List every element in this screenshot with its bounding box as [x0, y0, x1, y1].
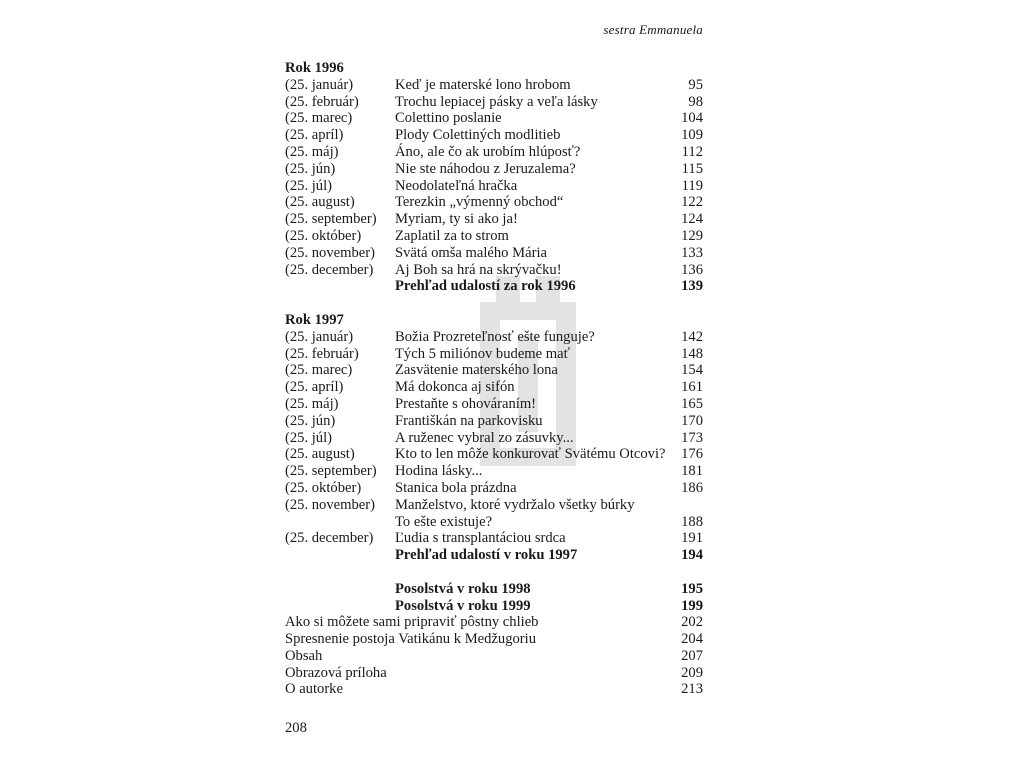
entry-date: (25. január)	[285, 76, 354, 93]
entry-date: (25. október)	[285, 227, 362, 244]
toc-summary-1997	[285, 547, 703, 564]
toc-entry	[285, 262, 703, 279]
entry-title: Ľudia s transplantáciou srdca	[395, 530, 566, 547]
running-header: sestra Emmanuela	[603, 22, 703, 37]
section-gap	[285, 295, 703, 312]
section-gap	[285, 564, 703, 581]
toc-summary-1996	[285, 278, 703, 295]
toc-entry	[285, 446, 703, 463]
entry-page: 173	[681, 429, 703, 446]
entry-title: Františkán na parkovisku	[395, 412, 543, 429]
toc-entry	[285, 362, 703, 379]
toc-appendix-entry	[285, 614, 703, 631]
entry-title: Má dokonca aj sifón	[395, 379, 515, 396]
entry-title: Myriam, ty si ako ja!	[395, 211, 518, 228]
entry-page: 213	[681, 681, 703, 698]
toc-entry	[285, 94, 703, 111]
summary-title: Prehľad udalostí v roku 1997	[395, 547, 578, 564]
entry-date: (25. december)	[285, 261, 374, 278]
toc-entry	[285, 396, 703, 413]
toc-appendix-entry	[285, 681, 703, 698]
toc-appendix-entry	[285, 665, 703, 682]
toc-messages-entry	[285, 598, 703, 615]
toc-appendix-entry	[285, 631, 703, 648]
entry-title: Plody Colettiných modlitieb	[395, 127, 561, 144]
entry-page: 98	[688, 93, 703, 110]
entry-date: (25. august)	[285, 194, 355, 211]
entry-page: 202	[681, 614, 703, 631]
entry-title: O autorke	[285, 681, 343, 698]
entry-page: 207	[681, 647, 703, 664]
summary-page: 139	[681, 278, 703, 295]
entry-title: Nie ste náhodou z Jeruzalema?	[395, 160, 576, 177]
entry-date: (25. november)	[285, 244, 375, 261]
entry-date: (25. máj)	[285, 143, 339, 160]
toc-entry	[285, 329, 703, 346]
entry-page: 95	[688, 76, 703, 93]
entry-date: (25. marec)	[285, 362, 353, 379]
entry-title: Obsah	[285, 647, 323, 664]
toc-entry	[285, 178, 703, 195]
entry-page: 165	[681, 395, 703, 412]
entry-title: Aj Boh sa hrá na skrývačku!	[395, 261, 562, 278]
entry-title: Hodina lásky...	[395, 463, 483, 480]
entry-title: Colettino poslanie	[395, 110, 502, 127]
toc-entry	[285, 127, 703, 144]
entry-date: (25. október)	[285, 479, 362, 496]
entry-page: 136	[681, 261, 703, 278]
entry-page: 170	[681, 412, 703, 429]
entry-page: 186	[681, 479, 703, 496]
entry-title: Posolstvá v roku 1999	[395, 597, 531, 614]
year-heading-1997: Rok 1997	[285, 311, 344, 328]
entry-date: (25. júl)	[285, 429, 333, 446]
entry-title: Prestaňte s ohováraním!	[395, 395, 537, 412]
entry-date: (25. január)	[285, 328, 354, 345]
summary-title: Prehľad udalostí za rok 1996	[395, 278, 576, 295]
toc-messages-entry	[285, 581, 703, 598]
toc-entry	[285, 413, 703, 430]
entry-title: Keď je materské lono hrobom	[395, 76, 571, 93]
entry-title: Posolstvá v roku 1998	[395, 580, 531, 597]
entry-date: (25. júl)	[285, 177, 333, 194]
toc-entry	[285, 463, 703, 480]
entry-title: Zasvätenie materského lona	[395, 362, 558, 379]
entry-title: Manželstvo, ktoré vydržalo všetky búrky	[395, 496, 635, 513]
toc-entry	[285, 110, 703, 127]
entry-page: 161	[681, 379, 703, 396]
entry-page: 199	[681, 597, 703, 614]
entry-page: 119	[681, 177, 703, 194]
entry-title: Spresnenie postoja Vatikánu k Medžugoriu	[285, 631, 537, 648]
entry-date: (25. apríl)	[285, 127, 344, 144]
entry-title: Ako si môžete sami pripraviť pôstny chlieb	[285, 614, 539, 631]
entry-date: (25. február)	[285, 345, 359, 362]
entry-page: 188	[681, 513, 703, 530]
entry-page: 112	[681, 143, 703, 160]
entry-page: 176	[681, 446, 703, 463]
entry-page: 148	[681, 345, 703, 362]
entry-date: (25. jún)	[285, 412, 336, 429]
year-heading-1996: Rok 1996	[285, 60, 344, 76]
entry-page: 191	[681, 530, 703, 547]
entry-title: To ešte existuje?	[395, 513, 493, 530]
entry-title: Zaplatil za to strom	[395, 227, 509, 244]
toc-entry-continuation	[285, 514, 703, 531]
entry-page: 209	[681, 664, 703, 681]
entry-date: (25. jún)	[285, 160, 336, 177]
entry-title: Terezkin „výmenný obchod“	[395, 194, 564, 211]
entry-title: Tých 5 miliónov budeme mať	[395, 345, 570, 362]
summary-page: 194	[681, 547, 703, 564]
toc-entry	[285, 161, 703, 178]
entry-date: (25. marec)	[285, 110, 353, 127]
toc-entry	[285, 497, 703, 514]
entry-date: (25. máj)	[285, 395, 339, 412]
entry-date: (25. apríl)	[285, 379, 344, 396]
toc-entry	[285, 346, 703, 363]
table-of-contents	[285, 60, 703, 698]
toc-entry	[285, 228, 703, 245]
entry-title: Trochu lepiacej pásky a veľa lásky	[395, 93, 598, 110]
toc-entry	[285, 480, 703, 497]
entry-page: 124	[681, 211, 703, 228]
entry-page: 195	[681, 580, 703, 597]
entry-date: (25. september)	[285, 211, 377, 228]
entry-page: 129	[681, 227, 703, 244]
entry-date: (25. december)	[285, 530, 374, 547]
entry-title: Stanica bola prázdna	[395, 479, 517, 496]
toc-entry	[285, 530, 703, 547]
entry-page: 104	[681, 110, 703, 127]
entry-page: 204	[681, 631, 703, 648]
entry-date: (25. september)	[285, 463, 377, 480]
entry-date: (25. august)	[285, 446, 355, 463]
entry-title: A ruženec vybral zo zásuvky...	[395, 429, 574, 446]
entry-title: Áno, ale čo ak urobím hlúposť?	[395, 143, 581, 160]
entry-title: Svätá omša malého Mária	[395, 244, 547, 261]
toc-entry	[285, 430, 703, 447]
entry-page: 109	[681, 127, 703, 144]
entry-title: Kto to len môže konkurovať Svätému Otcovi?	[395, 446, 666, 463]
toc-entry	[285, 194, 703, 211]
entry-title: Božia Prozreteľnosť ešte funguje?	[395, 328, 595, 345]
toc-entry	[285, 379, 703, 396]
entry-page: 133	[681, 244, 703, 261]
entry-title: Neodolateľná hračka	[395, 177, 518, 194]
toc-entry	[285, 211, 703, 228]
entry-date: (25. február)	[285, 93, 359, 110]
entry-page: 142	[681, 328, 703, 345]
toc-appendix-entry	[285, 648, 703, 665]
entry-page: 181	[681, 463, 703, 480]
entry-page: 122	[681, 194, 703, 211]
toc-entry	[285, 144, 703, 161]
page-number: 208	[285, 720, 307, 736]
entry-page: 115	[681, 160, 703, 177]
entry-page: 154	[681, 362, 703, 379]
entry-date: (25. november)	[285, 496, 375, 513]
entry-title: Obrazová príloha	[285, 664, 387, 681]
toc-entry	[285, 77, 703, 94]
toc-entry	[285, 245, 703, 262]
